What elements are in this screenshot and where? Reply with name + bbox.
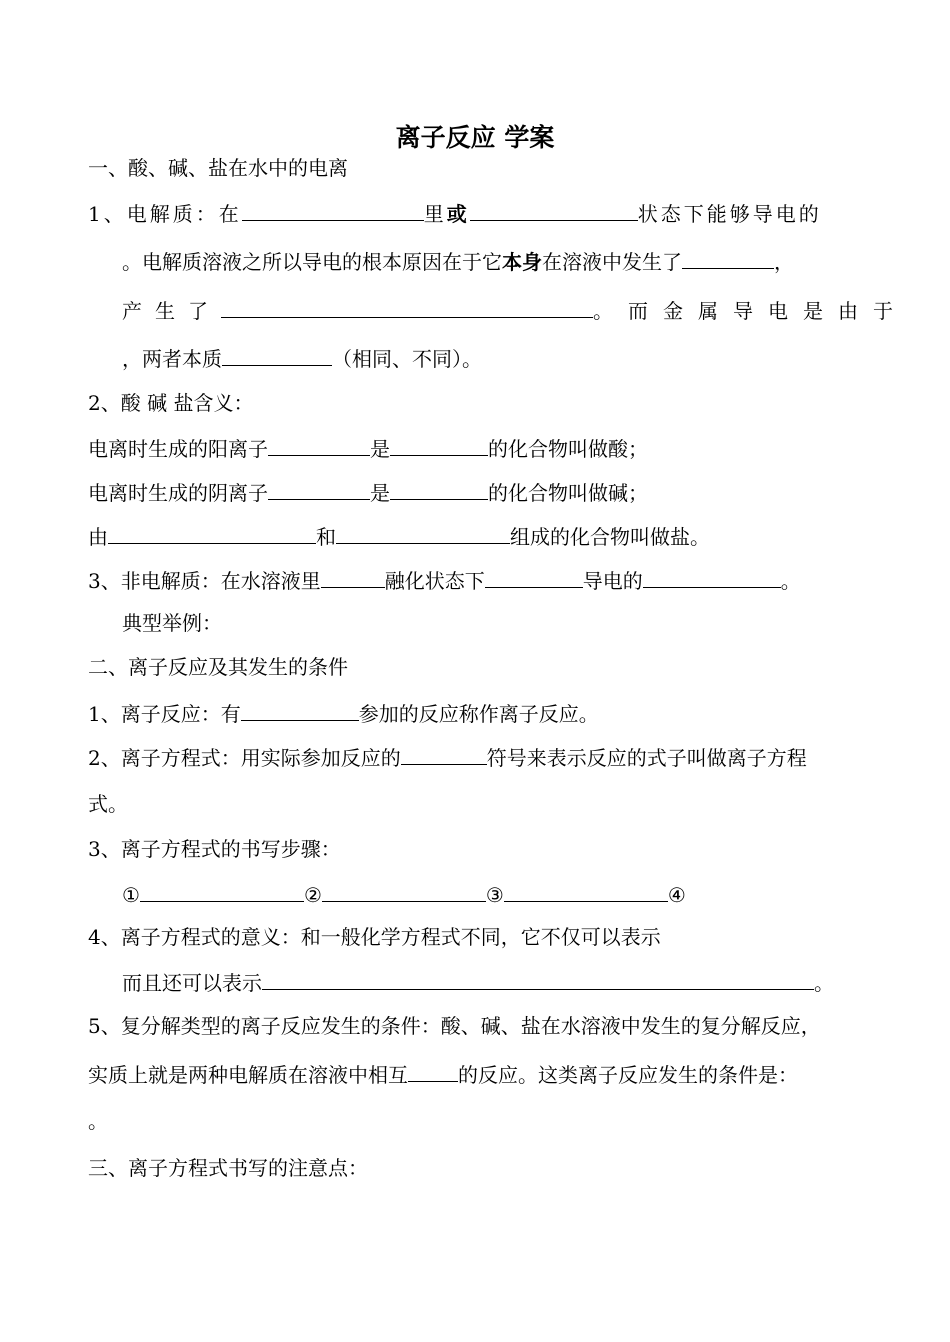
section-3-heading: 三、离子方程式书写的注意点： (88, 1156, 368, 1180)
blank-field[interactable] (390, 435, 488, 456)
text-bold: 本身 (502, 250, 542, 274)
electrolyte-line-4 (122, 345, 482, 371)
blank-field[interactable] (470, 200, 638, 221)
text: 。而金属导电是由于 (593, 299, 908, 323)
step-marker: ② (303, 883, 322, 907)
blank-field[interactable] (268, 435, 370, 456)
section-1-heading: 一、酸、碱、盐在水中的电离 (88, 156, 348, 180)
step-marker: ① (122, 883, 140, 907)
text: 的化合物叫做碱； (488, 481, 648, 505)
blank-field[interactable] (504, 881, 668, 902)
blank-field[interactable] (390, 479, 488, 500)
typical-examples: 典型举例： (122, 611, 222, 635)
text: 的化合物叫做酸； (488, 437, 648, 461)
text-bold: 或 (446, 202, 470, 226)
conditions-line-2 (88, 1061, 798, 1087)
ionic-equation-line-2: 式。 (88, 792, 128, 816)
text: 1、离子反应：有 (88, 702, 241, 726)
text: （相同、不同）。 (332, 347, 482, 371)
text: 导电的 (582, 569, 643, 593)
text: 组成的化合物叫做盐。 (510, 525, 710, 549)
acid-base-salt-heading: 2、酸 碱 盐含义： (88, 391, 254, 415)
text: 是 (370, 481, 390, 505)
writing-steps (122, 881, 686, 907)
meaning-line-2 (122, 969, 834, 995)
conditions-line-1: 5、复分解类型的离子反应发生的条件：酸、碱、盐在水溶液中发生的复分解反应， (88, 1014, 821, 1038)
text: 电离时生成的阴离子 (88, 481, 268, 505)
ionic-equation-line-1 (88, 744, 807, 770)
blank-field[interactable] (682, 248, 774, 269)
blank-field[interactable] (242, 200, 424, 221)
meaning-line-1: 4、离子方程式的意义：和一般化学方程式不同，它不仅可以表示 (88, 925, 661, 949)
ionic-reaction-line (88, 700, 599, 726)
text: 。 (780, 569, 801, 593)
step-marker: ③ (485, 883, 504, 907)
text: 是 (370, 437, 390, 461)
section-2-heading: 二、离子反应及其发生的条件 (88, 655, 348, 679)
page-title: 离子反应 学案 (395, 123, 555, 152)
blank-field[interactable] (140, 881, 304, 902)
blank-field[interactable] (322, 881, 486, 902)
blank-field[interactable] (221, 297, 593, 318)
blank-field[interactable] (268, 479, 370, 500)
blank-field[interactable] (108, 523, 316, 544)
text: 。电解质溶液之所以导电的根本原因在于它 (122, 250, 502, 274)
blank-field[interactable] (336, 523, 510, 544)
conditions-line-3: 。 (88, 1109, 108, 1133)
text: 电离时生成的阳离子 (88, 437, 268, 461)
salt-definition (88, 523, 710, 549)
text: 1、电解质：在 (88, 202, 242, 226)
blank-field[interactable] (485, 567, 583, 588)
text: 而且还可以表示 (122, 971, 262, 995)
text: ，两者本质 (122, 347, 222, 371)
text: 在溶液中发生了 (542, 250, 682, 274)
blank-field[interactable] (262, 969, 814, 990)
electrolyte-line-2 (122, 248, 794, 274)
acid-definition (88, 435, 648, 461)
text: 产生了 (122, 299, 221, 323)
text: ， (774, 250, 794, 274)
electrolyte-line-3 (122, 297, 908, 323)
blank-field[interactable] (643, 567, 781, 588)
blank-field[interactable] (321, 567, 385, 588)
text: 。 (814, 971, 834, 995)
text: 融化状态下 (384, 569, 485, 593)
blank-field[interactable] (241, 700, 359, 721)
blank-field[interactable] (408, 1061, 458, 1082)
text: 参加的反应称作离子反应。 (358, 702, 599, 726)
text: 符号来表示反应的式子叫做离子方程 (486, 746, 807, 770)
text: 里 (423, 202, 447, 226)
text: 2、离子方程式：用实际参加反应的 (88, 746, 401, 770)
non-electrolyte-line (88, 567, 801, 593)
text: 由 (88, 525, 108, 549)
base-definition (88, 479, 648, 505)
text: 和 (316, 525, 336, 549)
blank-field[interactable] (401, 744, 487, 765)
text: 实质上就是两种电解质在溶液中相互 (88, 1063, 408, 1087)
blank-field[interactable] (222, 345, 332, 366)
text: 的反应。这类离子反应发生的条件是： (458, 1063, 798, 1087)
electrolyte-line-1 (88, 200, 822, 226)
text: 状态下能够导电的 (637, 202, 822, 226)
step-marker: ④ (667, 883, 686, 907)
text: 3、非电解质：在水溶液里 (88, 569, 321, 593)
writing-steps-heading: 3、离子方程式的书写步骤： (88, 837, 341, 861)
